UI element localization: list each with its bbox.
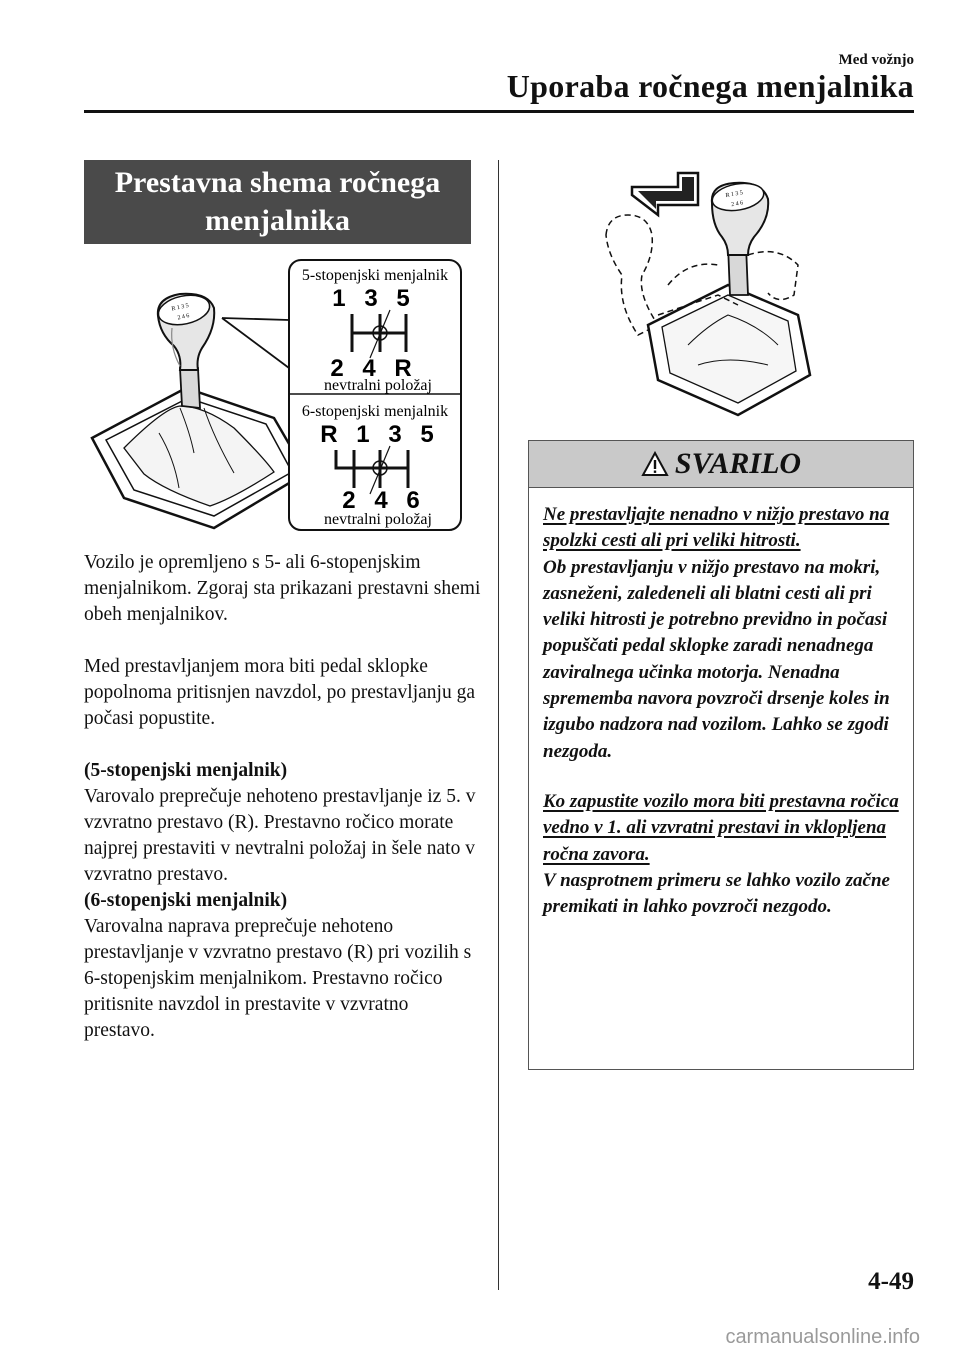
- watermark: carmanualsonline.info: [725, 1326, 920, 1348]
- header-rule: [84, 110, 914, 113]
- warning-triangle-icon: [641, 451, 669, 477]
- intro-paragraph: Vozilo je opremljeno s 5- ali 6-stopenjskim menjalnikom. Zgoraj sta prikazani prestavni shemi obeh menjalnikov.: [84, 552, 481, 625]
- svg-text:R 1 3 5: R 1 3 5: [725, 190, 744, 200]
- five-speed-bottom-gears: 2 4 R: [330, 355, 418, 382]
- six-speed-label: 6-stopenjski menjalnik: [301, 403, 449, 420]
- six-speed-paragraph: Varovalna naprava preprečuje nehoteno prestavljanje v vzvratno prestavo (R) pri vozilih s 6-stopenjskim menjalnikom. Prestavno ročico pritisnite navzdol in prestavite v vzvratno prestavo.: [84, 916, 472, 1041]
- warning-body: [529, 488, 913, 920]
- warning-explanation-1: Ob prestavljanju v nižjo prestavo na mokri, zasneženi, zaledeneli ali blatni cesti ali pri veliki hitrosti je potrebno previdno in počasi popuščati pedal sklopke zaradi nenadnega zaviralnega učinka motorja. Nenadna sprememba navora povzroči drsenje koles in izgubo nadzora nad vozilom. Lahko se zgodi nezgoda.: [543, 556, 890, 762]
- shift-pattern-diagram: [84, 258, 474, 543]
- six-speed-heading: (6-stopenjski menjalnik): [84, 890, 288, 911]
- svg-text:R 1 3 5: R 1 3 5: [171, 302, 190, 313]
- warning-title: SVARILO: [674, 447, 802, 480]
- page-number: 4-49: [868, 1268, 914, 1295]
- shift-boot-illustration: [92, 291, 306, 528]
- ghost-knob: [606, 215, 658, 335]
- six-speed-neutral-label: nevtralni položaj: [324, 511, 432, 528]
- five-speed-label: 5-stopenjski menjalnik: [301, 267, 449, 284]
- chapter-label: Med vožnjo: [838, 52, 914, 68]
- column-divider: [498, 160, 499, 1290]
- section-title: Prestavna shema ročnega menjalnika: [114, 166, 441, 237]
- five-speed-heading: (5-stopenjski menjalnik): [84, 760, 288, 781]
- five-speed-top-gears: 1 3 5: [332, 285, 416, 312]
- section-heading: [84, 160, 471, 244]
- five-speed-neutral-label: nevtralni položaj: [324, 377, 432, 394]
- body-text: [84, 550, 484, 1070]
- svg-text:2 4 6: 2 4 6: [730, 200, 744, 209]
- reverse-shift-illustration: [598, 165, 818, 420]
- six-speed-top-gears: R 1 3 5: [320, 421, 440, 448]
- warning-box: [528, 440, 914, 1070]
- svg-text:2 4 6: 2 4 6: [177, 313, 190, 322]
- clutch-paragraph: Med prestavljanjem mora biti pedal sklopke popolnoma pritisnjen navzdol, po prestavljanju ga počasi popustite.: [84, 656, 475, 729]
- leader-line: [222, 318, 289, 320]
- warning-explanation-2: V nasprotnem primeru se lahko vozilo začne premikati in lahko povzroči nezgodo.: [543, 869, 890, 918]
- six-speed-bottom-gears: 2 4 6: [342, 487, 426, 514]
- leader-line: [222, 318, 289, 368]
- warning-header: [529, 441, 913, 488]
- warning-statement-1: Ne prestavljajte nenadno v nižjo prestavo na spolzki cesti ali pri veliki hitrosti.: [543, 504, 890, 552]
- page-title: Uporaba ročnega menjalnika: [506, 68, 914, 104]
- five-speed-paragraph: Varovalo preprečuje nehoteno prestavljanje iz 5. v vzvratno prestavo (R). Prestavno ročico morate najprej prestaviti v nevtralni položaj in šele nato v vzvratno prestavo.: [84, 786, 476, 885]
- warning-statement-2: Ko zapustite vozilo mora biti prestavna ročica vedno v 1. ali vzvratni prestavi in vklopljena ročna zavora.: [543, 790, 899, 865]
- push-down-arrow-icon: [632, 173, 698, 215]
